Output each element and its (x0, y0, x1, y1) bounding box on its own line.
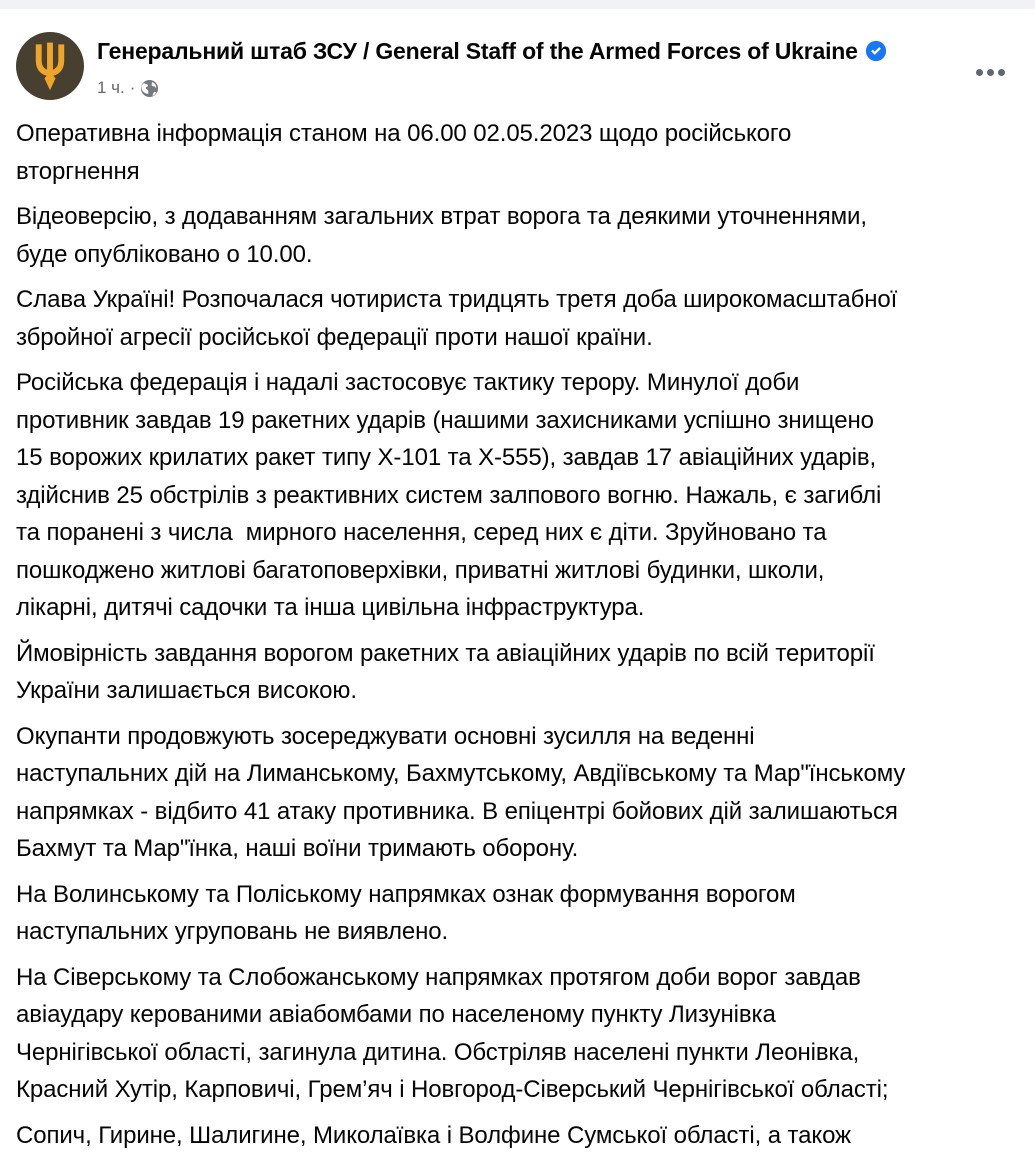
post-text-line: Слава Україні! Розпочалася чотириста тридцять третя доба широкомасштабної (16, 286, 898, 313)
globe-public-icon (140, 79, 159, 98)
avatar[interactable] (16, 32, 84, 100)
ellipsis-dot (987, 69, 994, 76)
post-text (0, 115, 1035, 1153)
post-paragraph (16, 198, 1019, 273)
post-text-line: Сопич, Гирине, Шалигине, Миколаївка і Волфине Сумської області, а також (16, 1121, 852, 1149)
post-paragraph (16, 281, 1019, 356)
post-text-line: наступальних угруповань не виявлено. (16, 918, 449, 945)
post-text-line: лікарні, дитячі садочки та інша цивільна інфраструктура. (16, 594, 645, 621)
post-meta (97, 78, 887, 98)
post-text-line: вторгнення (16, 157, 140, 185)
post-text-line: Красний Хутір, Карповичі, Грем’яч і Новгород-Сіверський Чернігівської області; (16, 1076, 889, 1103)
more-options-button[interactable] (971, 53, 1009, 91)
post-text-line: пошкоджено житлові багатоповерхівки, приватні житлові будинки, школи, (16, 556, 825, 584)
verified-badge-icon (865, 36, 887, 72)
post-text-line: авіаудару керованими авіабомбами по населеному пункту Лизунівка (16, 1001, 776, 1028)
post-text-line: збройної агресії російської федерації проти нашої країни. (16, 323, 653, 351)
post-text-line: Відеоверсію, з додаванням загальних втрат ворога та деякими уточненнями, (16, 203, 867, 230)
post-card (0, 9, 1035, 1153)
page-name: Генеральний штаб ЗСУ / General Staff of the Armed Forces of Ukraine (97, 38, 858, 64)
post-paragraph (16, 635, 1019, 710)
post-text-line: Російська федерація і надалі застосовує тактику терору. Минулої доби (16, 369, 800, 396)
post-text-line: напрямках - відбито 41 атаку противника. В епіцентрі бойових дій залишаються (16, 797, 898, 825)
post-text-line: противник завдав 19 ракетних ударів (нашими захисниками успішно знищено (16, 406, 874, 434)
post-text-line: 15 ворожих крилатих ракет типу Х-101 та Х-555), завдав 17 авіаційних ударів, (16, 444, 877, 471)
post-header (0, 9, 1035, 100)
post-text-line: наступальних дій на Лиманському, Бахмутському, Авдіївському та Мар"їнському (16, 760, 906, 787)
post-text-line: буде опубліковано о 10.00. (16, 240, 313, 268)
post-text-line: Оперативна інформація станом на 06.00 02.05.2023 щодо російського (16, 120, 792, 147)
timestamp[interactable]: 1 ч. (97, 78, 125, 97)
post-text-line: Ймовірність завдання ворогом ракетних та авіаційних ударів по всій території (16, 639, 875, 667)
ellipsis-dot (976, 69, 983, 76)
post-text-line: Окупанти продовжують зосереджувати основні зусилля на веденні (16, 722, 755, 750)
post-text-line: здійснив 25 обстрілів з реактивних систем залпового вогню. Нажаль, є загиблі (16, 481, 882, 509)
post-text-line: На Волинському та Поліському напрямках ознак формування ворогом (16, 880, 796, 908)
post-text-line: Чернігівської області, загинула дитина. Обстріляв населені пункти Леонівка, (16, 1038, 860, 1066)
post-text-line: Бахмут та Мар"їнка, наші воїни тримають оборону. (16, 835, 579, 862)
trident-emblem-icon (29, 40, 71, 92)
page-name-link[interactable] (97, 33, 887, 72)
post-text-line: На Сіверському та Слобожанському напрямках протягом доби ворог завдав (16, 963, 861, 991)
post-paragraph (16, 876, 1019, 951)
post-paragraph (16, 959, 1019, 1109)
ellipsis-dot (998, 69, 1005, 76)
header-info (97, 32, 887, 98)
post-paragraph (16, 1117, 1019, 1153)
post-paragraph (16, 718, 1019, 868)
post-text-line: України залишається високою. (16, 677, 357, 704)
post-paragraph (16, 115, 1019, 190)
meta-separator: · (129, 78, 136, 97)
post-paragraph (16, 364, 1019, 627)
post-text-line: та поранені з числа мирного населення, серед них є діти. Зруйновано та (16, 519, 827, 546)
